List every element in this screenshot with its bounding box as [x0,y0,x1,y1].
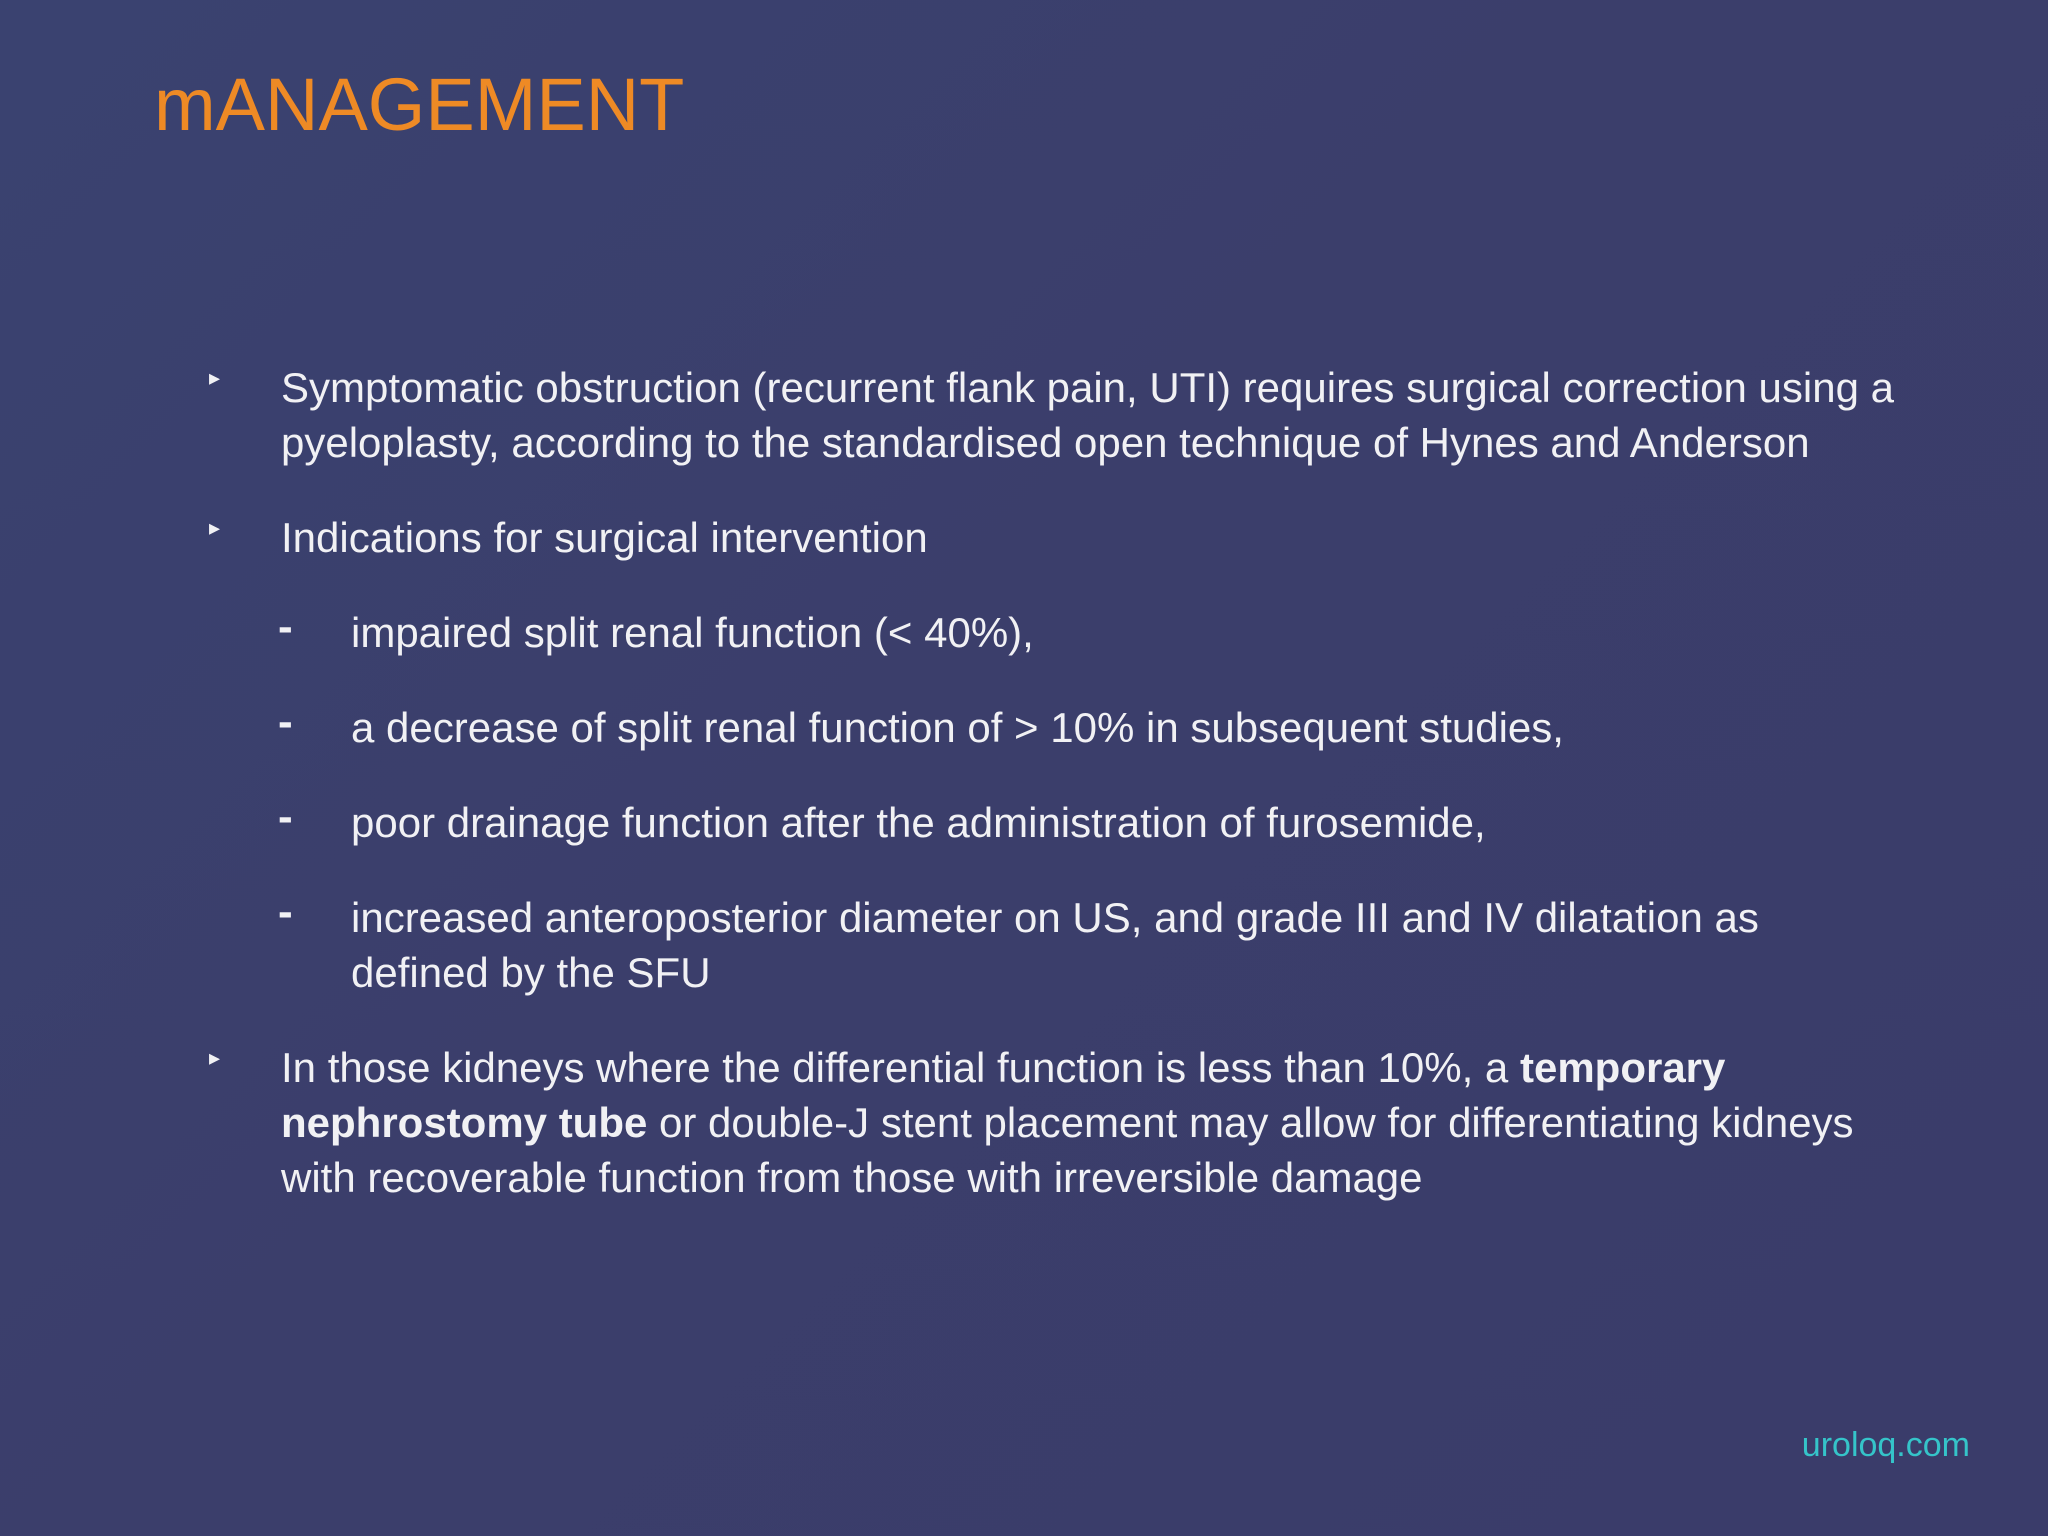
bullet-text-part: In those kidneys where the differential function is less than 10%, a [281,1044,1520,1091]
dash-bullet-icon: - [278,602,293,651]
sub-bullet-item [200,887,1900,1000]
sub-bullet-text: impaired split renal function (< 40%), [351,609,1034,656]
sub-bullet-text: a decrease of split renal function of > 10% in subsequent studies, [351,704,1564,751]
triangle-bullet-icon: ▸ [209,1045,221,1070]
dash-bullet-icon: - [278,697,293,746]
bullet-item [200,1040,1900,1205]
triangle-bullet-icon: ▸ [209,365,221,390]
dash-bullet-icon: - [278,792,293,841]
bullet-text: Indications for surgical intervention [281,514,928,561]
bullet-text: Symptomatic obstruction (recurrent flank pain, UTI) requires surgical correction using a pyeloplasty, according to the standardised open technique of Hynes and Anderson [281,364,1894,466]
bullet-text-emphasis: temporary nephrostomy tube [281,1044,1726,1146]
slide-content [200,360,1900,1245]
footer-source: uroloq.com [1801,1426,1970,1464]
sub-bullet-item [200,602,1900,660]
sub-bullet-text: increased anteroposterior diameter on US, and grade III and IV dilatation as defined by the SFU [351,894,1759,996]
dash-bullet-icon: - [278,887,293,936]
sub-bullet-item [200,697,1900,755]
bullet-text-part: or double-J stent placement may allow for differentiating kidneys with recoverable function from those with irreversible damage [281,1099,1854,1201]
sub-bullet-text: poor drainage function after the administration of furosemide, [351,799,1486,846]
sub-bullet-item [200,792,1900,850]
triangle-bullet-icon: ▸ [209,515,221,540]
slide-title: mANAGEMENT [154,63,685,146]
bullet-item [200,360,1900,470]
bullet-item [200,510,1900,565]
